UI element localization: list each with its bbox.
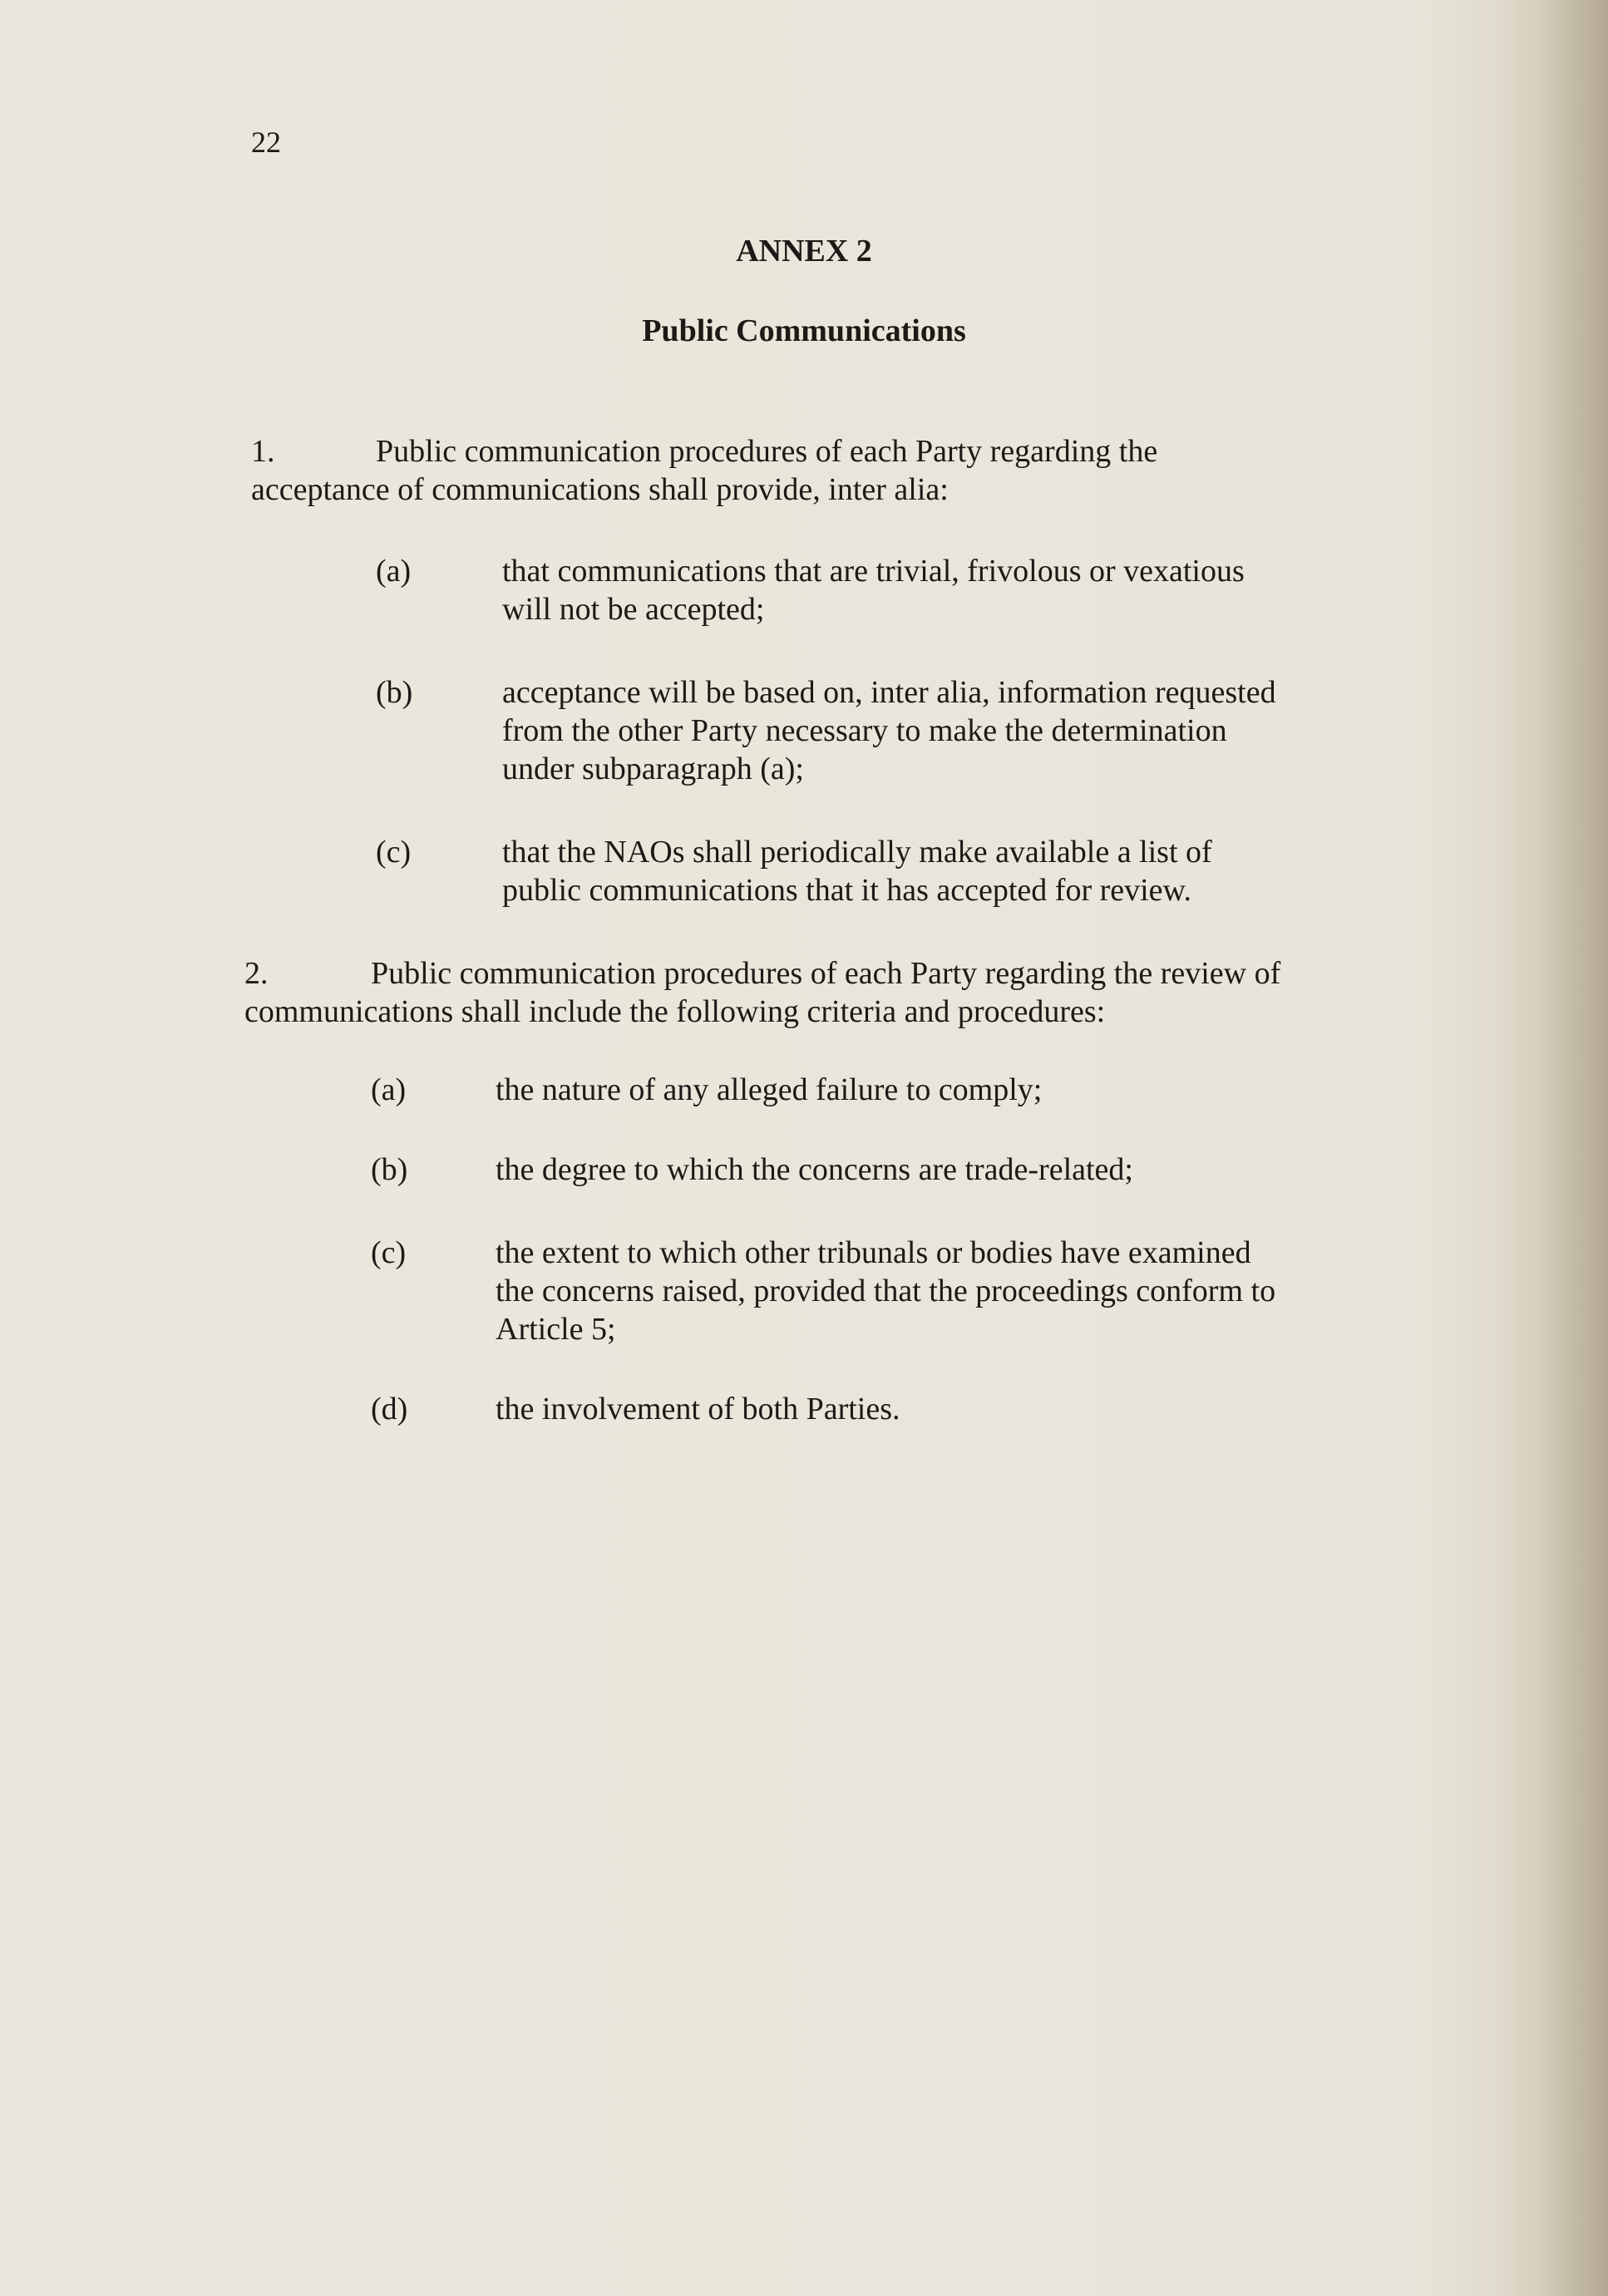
item-label: (d) — [371, 1392, 408, 1426]
paragraph-number: 1. — [251, 434, 275, 469]
item-label: (c) — [371, 1235, 407, 1270]
item-label: (b) — [376, 675, 413, 710]
item-text: acceptance will be based on, inter alia, information requested from the other Party necessary to make the determination under subparagraph (a); — [502, 675, 1276, 786]
item-text: the extent to which other tribunals or bodies have examined the concerns raised, provided that the proceedings conform to Article 5; — [496, 1235, 1276, 1347]
item-label: (a) — [371, 1072, 407, 1107]
annex-subtitle: Public Communications — [642, 313, 966, 348]
item-text: that the NAOs shall periodically make available a list of public communications that it has accepted for review. — [502, 835, 1212, 908]
page-number: 22 — [251, 126, 281, 159]
list-item — [376, 673, 1457, 788]
list-item — [371, 1390, 1452, 1428]
paragraph-first-line: Public communication procedures of each Party regarding the — [376, 434, 1158, 469]
paragraph-first-line: Public communication procedures of each Party regarding the review of — [371, 956, 1281, 991]
paragraph-continuation: communications shall include the following criteria and procedures: — [244, 994, 1106, 1029]
list-item — [376, 833, 1457, 909]
item-label: (c) — [376, 835, 412, 870]
item-text: the nature of any alleged failure to comply; — [496, 1072, 1043, 1107]
paragraph-number: 2. — [244, 956, 269, 991]
annex-title: ANNEX 2 — [736, 234, 872, 269]
item-text: the degree to which the concerns are trade-related; — [496, 1152, 1133, 1187]
paragraph-1 — [251, 432, 1415, 509]
list-item — [371, 1071, 1452, 1109]
paragraph-2 — [244, 954, 1425, 1031]
list-item — [371, 1234, 1468, 1348]
item-label: (b) — [371, 1152, 408, 1187]
item-text: the involvement of both Parties. — [496, 1392, 900, 1426]
list-item — [371, 1150, 1452, 1189]
item-text: that communications that are trivial, frivolous or vexatious will not be accepted; — [502, 554, 1245, 627]
list-item — [376, 552, 1457, 628]
paragraph-continuation: acceptance of communications shall provide, inter alia: — [251, 472, 949, 507]
item-label: (a) — [376, 554, 412, 589]
